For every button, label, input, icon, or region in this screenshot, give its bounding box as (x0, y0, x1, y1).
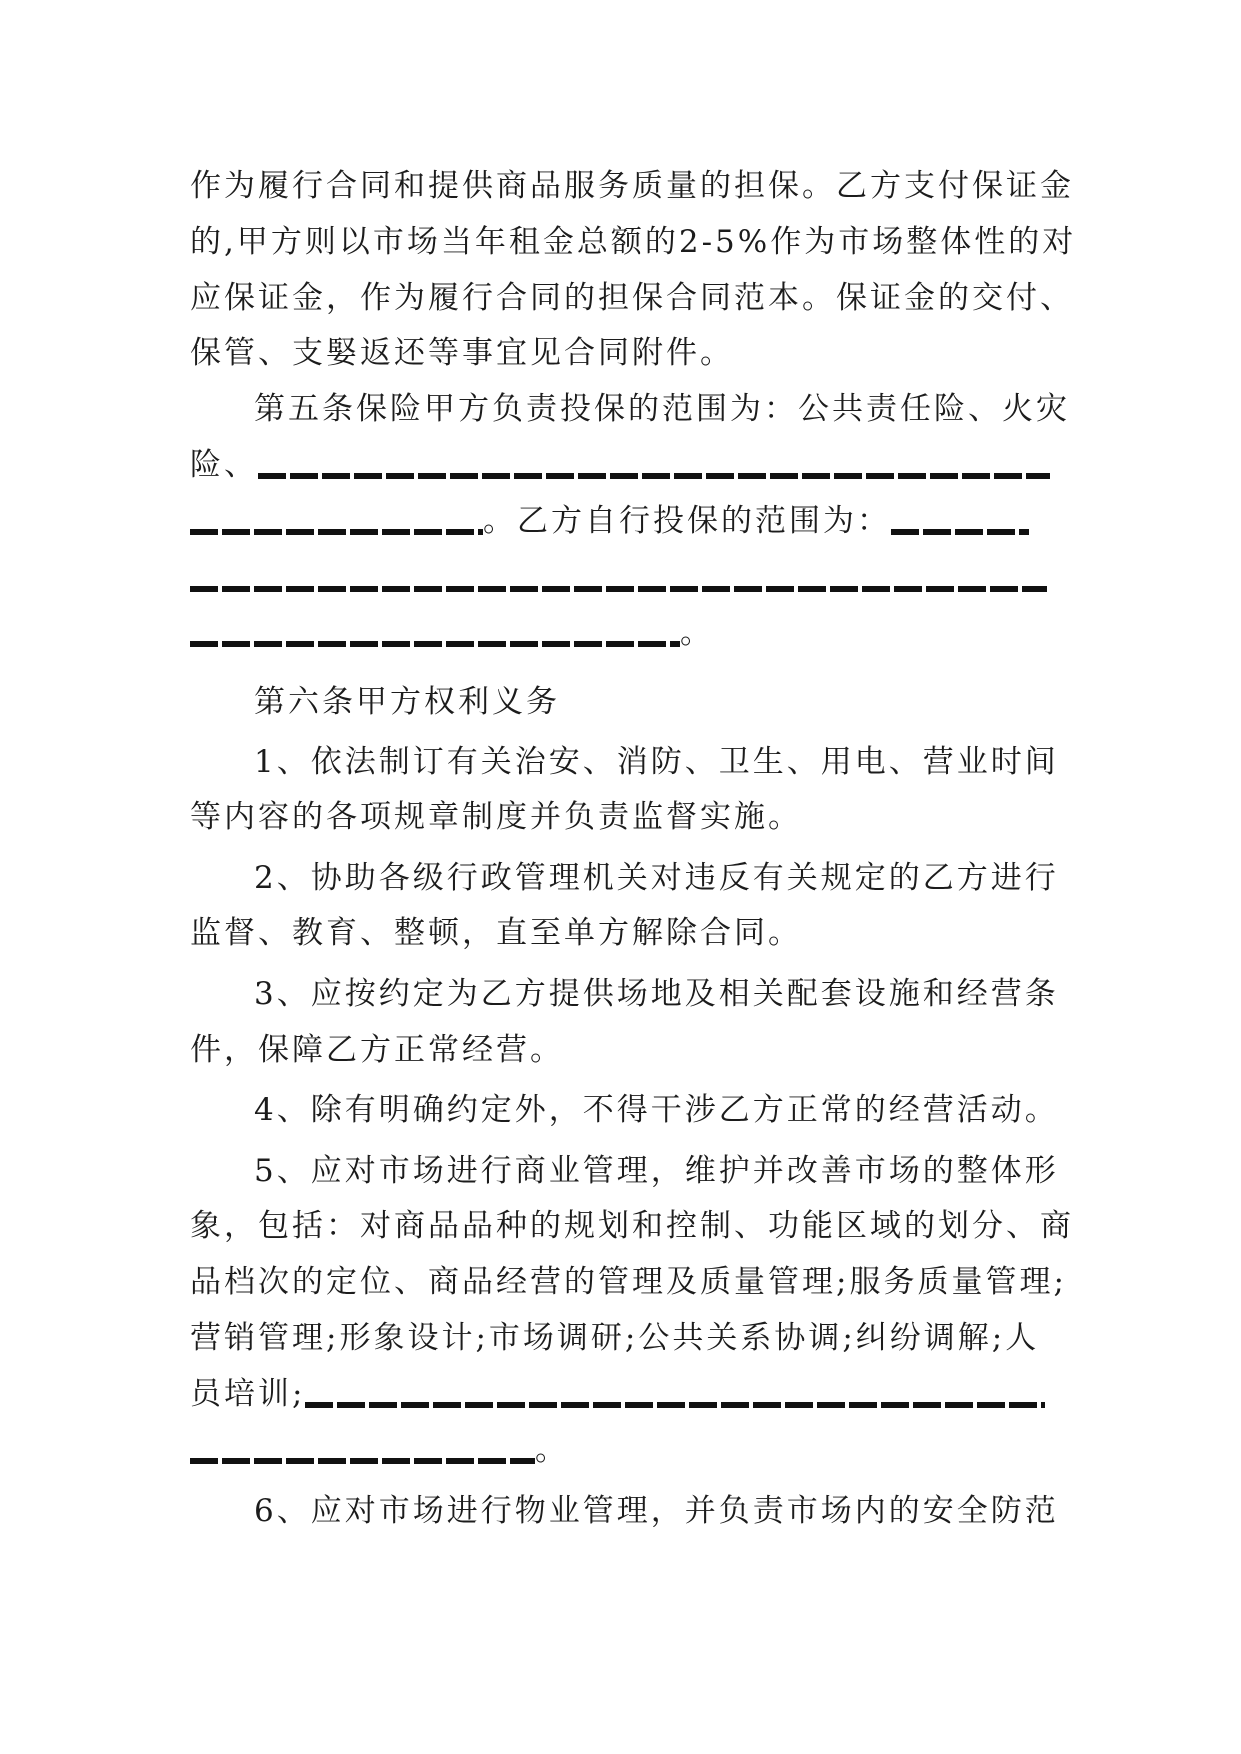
text-line-2: 的,甲方则以市场当年租金总额的2-5%作为市场整体性的对 (190, 224, 1077, 260)
text-line-3: 应保证金，作为履行合同的担保合同范本。保证金的交付、 (190, 280, 1074, 316)
item-6-line-1: 6、应对市场进行物业管理，并负责市场内的安全防范 (254, 1493, 1059, 1529)
fill-in-blank (258, 473, 1050, 479)
fill-in-blank (190, 529, 483, 535)
text-line-4: 保管、支婜返还等事宜见合同附件。 (190, 335, 734, 371)
text-segment: 。 (535, 1432, 569, 1468)
item-1-line-1: 1、依法制订有关治安、消防、卫生、用电、营业时间 (254, 744, 1059, 780)
text-segment: 员培训; (190, 1376, 306, 1412)
fill-in-blank (190, 641, 680, 647)
text-segment: 。 (680, 615, 714, 651)
text-segment: 。乙方自行投保的范围为： (483, 503, 891, 539)
item-3-line-2: 件，保障乙方正常经营。 (190, 1032, 564, 1068)
item-5-line-3: 品档次的定位、商品经营的管理及质量管理;服务质量管理; (190, 1264, 1067, 1300)
item-3-line-1: 3、应按约定为乙方提供场地及相关配套设施和经营条 (254, 976, 1059, 1012)
fill-in-blank (891, 529, 1029, 535)
item-5-line-6 (190, 1425, 1050, 1475)
fill-in-blank (190, 586, 1047, 592)
article-5-heading: 第五条保险甲方负责投保的范围为：公共责任险、火灾 (254, 391, 1070, 427)
item-5-line-1: 5、应对市场进行商业管理，维护并改善市场的整体形 (254, 1153, 1059, 1189)
text-segment: 险、 (190, 447, 258, 483)
text-line-6 (190, 440, 1050, 490)
item-5-line-4: 营销管理;形象设计;市场调研;公共关系协调;纠纷调解;人 (190, 1320, 1040, 1356)
text-line-9 (190, 608, 1050, 658)
item-5-line-5 (190, 1369, 1050, 1419)
text-line-8 (190, 553, 1050, 603)
item-1-line-2: 等内容的各项规章制度并负责监督实施。 (190, 799, 802, 835)
item-4-line-1: 4、除有明确约定外，不得干涉乙方正常的经营活动。 (254, 1092, 1059, 1128)
fill-in-blank (305, 1402, 1045, 1408)
text-line-7 (190, 496, 1050, 546)
article-6-heading: 第六条甲方权利义务 (254, 684, 560, 720)
item-2-line-1: 2、协助各级行政管理机关对违反有关规定的乙方进行 (254, 860, 1059, 896)
item-2-line-2: 监督、教育、整顿，直至单方解除合同。 (190, 915, 802, 951)
fill-in-blank (190, 1458, 535, 1464)
item-5-line-2: 象，包括：对商品品种的规划和控制、功能区域的划分、商 (190, 1208, 1074, 1244)
text-line-1: 作为履行合同和提供商品服务质量的担保。乙方支付保证金 (190, 168, 1074, 204)
